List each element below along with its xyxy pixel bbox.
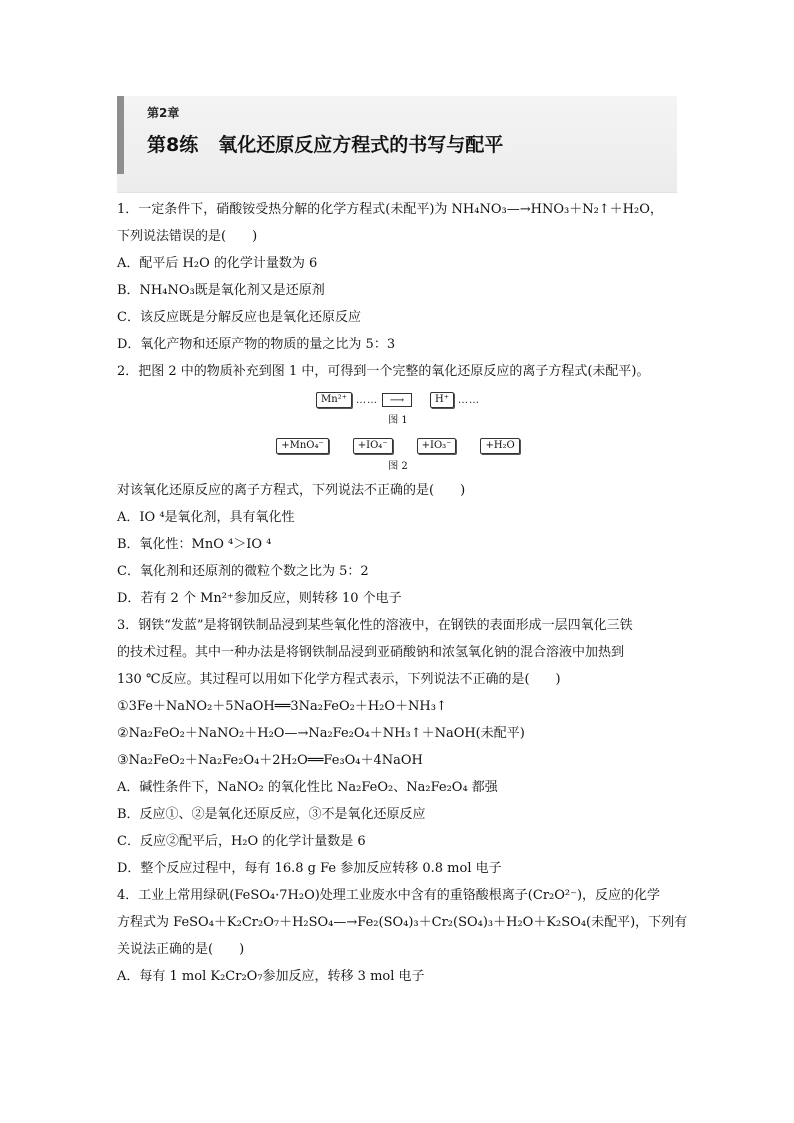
q3-option-a: A．碱性条件下，NaNO₂ 的氧化性比 Na₂FeO₂、Na₂Fe₂O₄ 都强 (117, 780, 498, 795)
arrow-icon: ⟶ (389, 394, 405, 406)
fig1-arrow-box (382, 393, 412, 407)
q1-stem-line1: 1．一定条件下，硝酸铵受热分解的化学方程式(未配平)为 NH₄NO₃—→HNO₃＋N₂↑＋H₂O， (117, 202, 663, 217)
q1-option-d: D．氧化产物和还原产物的物质的量之比为 5：3 (117, 337, 396, 352)
q3-equation-2: ②Na₂FeO₂＋NaNO₂＋H₂O—→Na₂Fe₂O₄＋NH₃↑＋NaOH(未配平) (117, 726, 525, 741)
q1-option-c: C．该反应既是分解反应也是氧化还原反应 (117, 310, 361, 325)
q1-option-a: A．配平后 H₂O 的化学计量数为 6 (117, 256, 318, 271)
q1-stem-line2: 下列说法错误的是( ) (117, 229, 258, 244)
q3-option-c: C．反应②配平后，H₂O 的化学计量数是 6 (117, 834, 366, 849)
page-title (147, 130, 503, 157)
fig2-box-mno4: +MnO₄⁻ (276, 438, 329, 454)
figure-2 (117, 435, 679, 457)
q2-option-d: D．若有 2 个 Mn²⁺参加反应，则转移 10 个电子 (117, 591, 402, 606)
title-number: 第8练 (147, 134, 199, 156)
fig1-box-mn: Mn²⁺ (316, 392, 352, 408)
q3-option-d: D．整个反应过程中，每有 16.8 g Fe 参加反应转移 0.8 mol 电子 (117, 861, 502, 876)
q2-stem: 2．把图 2 中的物质补充到图 1 中，可得到一个完整的氧化还原反应的离子方程式(未配平)。 (117, 364, 650, 379)
fig1-dots-2: …… (457, 394, 480, 406)
q1-option-b: B．NH₄NO₃既是氧化剂又是还原剂 (117, 283, 325, 298)
q3-stem-line1: 3．钢铁“发蓝”是将钢铁制品浸到某些氧化性的溶液中，在钢铁的表面形成一层四氧化三铁 (117, 618, 633, 633)
q3-stem-line3: 130 ℃反应。其过程可以用如下化学方程式表示，下列说法不正确的是( ) (117, 672, 561, 687)
q4-stem-line3: 关说法正确的是( ) (117, 942, 245, 957)
figure-1 (117, 389, 679, 411)
q2-stem2: 对该氧化还原反应的离子方程式，下列说法不正确的是( ) (117, 483, 466, 498)
fig2-box-io4: +IO₄⁻ (353, 438, 393, 454)
q2-option-a: A．IO ⁴是氧化剂，具有氧化性 (117, 510, 295, 525)
fig2-caption: 图 2 (388, 461, 408, 472)
fig1-dots-1: …… (355, 394, 378, 406)
q2-option-c: C．氧化剂和还原剂的微粒个数之比为 5：2 (117, 564, 369, 579)
q2-option-b: B．氧化性：MnO ⁴＞IO ⁴ (117, 537, 272, 552)
q3-equation-1: ①3Fe＋NaNO₂＋5NaOH══3Na₂FeO₂＋H₂O＋NH₃↑ (117, 699, 447, 714)
header-accent-bar (117, 96, 124, 174)
q3-equation-3: ③Na₂FeO₂＋Na₂Fe₂O₄＋2H₂O══Fe₃O₄＋4NaOH (117, 753, 423, 768)
question-content (117, 196, 688, 990)
title-text: 氧化还原反应方程式的书写与配平 (218, 134, 504, 156)
q3-stem-line2: 的技术过程。其中一种办法是将钢铁制品浸到亚硝酸钠和浓氢氧化钠的混合溶液中加热到 (117, 645, 625, 660)
fig2-box-io3: +IO₃⁻ (417, 438, 457, 454)
q3-option-b: B．反应①、②是氧化还原反应，③不是氧化还原反应 (117, 807, 426, 822)
fig2-box-h2o: +H₂O (480, 438, 519, 454)
q4-stem-line1: 4．工业上常用绿矾(FeSO₄·7H₂O)处理工业废水中含有的重铬酸根离子(Cr₂O²⁻)，反应的化学 (117, 888, 661, 903)
fig1-box-h: H⁺ (430, 392, 454, 408)
chapter-header (117, 96, 677, 193)
q4-stem-line2: 方程式为 FeSO₄＋K₂Cr₂O₇＋H₂SO₄—→Fe₂(SO₄)₃＋Cr₂(SO₄)₃＋H₂O＋K₂SO₄(未配平)，下列有 (117, 915, 688, 930)
fig1-caption: 图 1 (388, 415, 408, 426)
chapter-label: 第2章 (147, 106, 180, 120)
q4-option-a: A．每有 1 mol K₂Cr₂O₇参加反应，转移 3 mol 电子 (117, 969, 425, 984)
